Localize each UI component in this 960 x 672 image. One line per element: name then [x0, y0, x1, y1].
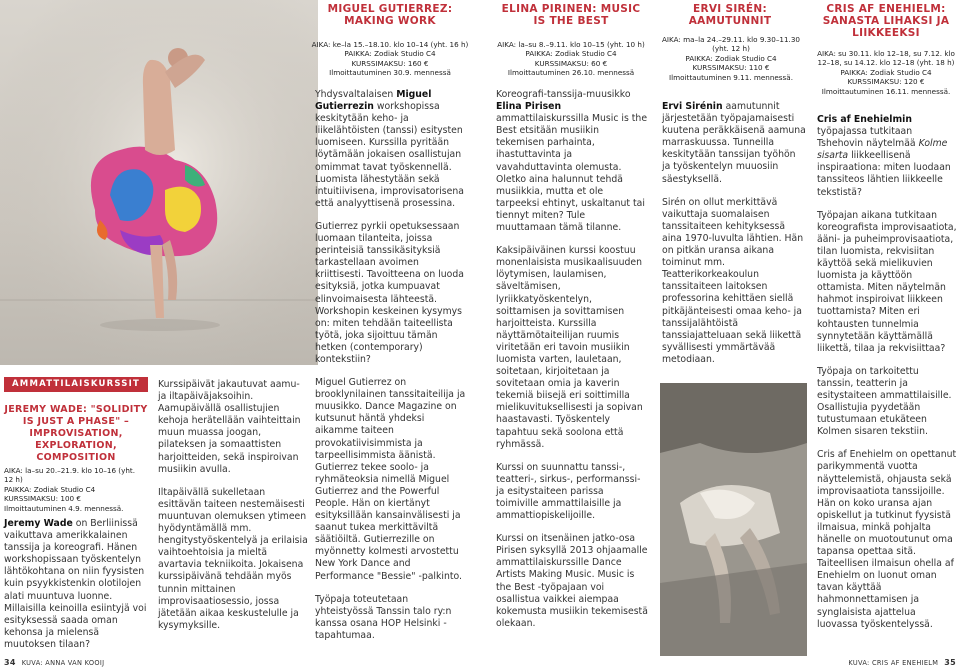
- meta-time: AIKA: la–su 8.–9.11. klo 10–15 (yht. 10 h): [497, 40, 645, 49]
- meta-fee: KURSSIMAKSU: 60 €: [534, 58, 608, 68]
- course-tag: AMMATTILAISKURSSIT: [4, 377, 148, 392]
- climber-figure: [660, 383, 807, 656]
- paragraph: Kurssipäivät jakautuvat aamu- ja iltapäiväjaksoihin. Aamupäivällä osallistujien kehoja herätellään vaihteittain muun muassa joogan, pilateksen ja somaattisten harjoitteiden, sekä inspiroivan musiikin avulla.: [158, 379, 301, 475]
- meta-time: AIKA: ke–la 15.–18.10. klo 10–14 (yht. 16 h): [311, 40, 469, 49]
- paragraph: Kurssi on itsenäinen jatko-osa Pirisen syksyllä 2013 ohjaamalle ammattilaiskurssille Dance Artists Making Music. Music is the Best -työpajaan voi osallistua vaikkei aiempaa kokemusta musiikin tekemisestä olekaan.: [496, 533, 648, 629]
- photo-credit: KUVA: CRIS AF ENEHIELM: [848, 659, 939, 667]
- wade-continued: [158, 379, 308, 643]
- paragraph: Kurssi on suunnattu tanssi-, teatteri-, sirkus-, performanssi- ja esitystaiteen parissa toimiville ammattilaisille ja ammattiopiskelijoille.: [496, 461, 641, 522]
- instructor-name: Jeremy Wade: [4, 518, 73, 529]
- photo-credit: KUVA: ANNA VAN KOOIJ: [21, 659, 105, 667]
- paragraph: Gutierrez pyrkii opetuksessaan luomaan tilanteita, joissa perinteisiä tanssikäsityksiä tarkastellaan avoimen kriittisesti. Tavoitteena on luoda esityksiä, jotka kumpuavat elinvoimaisesta lähteestä. Workshopin keskeinen kysymys on: miten tehdään taiteellista työtä, joka sijoittuu tämän hetken (contemporary) kontekstiin?: [315, 220, 464, 365]
- meta-time: AIKA: su 30.11. klo 12–18, su 7.12. klo 12–18, su 14.12. klo 12–18 (yht. 18 h): [817, 49, 955, 68]
- meta-registration: Ilmoittautuminen 26.10. mennessä: [507, 68, 635, 78]
- paragraph: Iltapäivällä sukelletaan esittävän taiteen nestemäisesti muuntuvan olemuksen ytimeen hyödyntämällä mm. hengitystyöskentelyä ja erilaisia vaihtoehtoisia ja mieltä avartavia tekniikoita. Jokaisena kurssipäivänä tehdään myös tunnin mittainen improvisaatiosessio, jossa jätetään aikaa keskustelulle ja kysymyksille.: [158, 486, 308, 631]
- page-number: 35: [944, 658, 956, 667]
- elina-meta: [492, 40, 650, 78]
- footer-right: [848, 658, 956, 667]
- play-title: Kolme sisarta: [817, 138, 948, 162]
- elina-title: ELINA PIRINEN: MUSIC IS THE BEST: [501, 3, 641, 27]
- ervi-title: ERVI SIRÉN: AAMUTUNNIT: [688, 3, 772, 27]
- meta-place: PAIKKA: Zodiak Studio C4: [840, 67, 932, 77]
- cris-meta: [814, 49, 958, 96]
- instructor-name: Ervi Sirénin: [662, 101, 723, 112]
- meta-place: PAIKKA: Zodiak Studio C4: [344, 49, 436, 59]
- wade-intro: [4, 518, 150, 662]
- paragraph: Sirén on ollut merkittävä vaikuttaja suomalaisen tanssitaiteen kehityksessä aina 1970-luvulta lähtien. Hän on pitkän uransa aikana toiminut mm. Teatterikorkeakoulun tanssitaiteen laitoksen professorina kehittäen siellä pitkäjänteisesti omaa keho- ja tanssijalähtöistä tanssiajatteluaan sekä liikettä syvällisesti ymmärtävää metodiaan.: [662, 196, 804, 365]
- paragraph: Työpaja on tarkoitettu tanssin, teatterin ja esitystaiteen ammattilaisille. Osallistujia pyydetään tutustumaan etukäteen Kolmen sisaren tekstiin.: [817, 365, 952, 438]
- cris-body: [817, 114, 958, 642]
- miguel-body: [315, 89, 467, 653]
- meta-registration: Ilmoittautuminen 9.11. mennessä.: [668, 72, 793, 82]
- cris-title: CRIS AF ENEHIELM: SANASTA LIHAKSI JA LIIKKEEKSI: [822, 3, 950, 39]
- meta-place: PAIKKA: Zodiak Studio C4: [4, 484, 96, 494]
- elina-body: [496, 89, 648, 641]
- instructor-name: Miguel Gutierrezin: [315, 89, 432, 113]
- meta-registration: Ilmoittautuminen 30.9. mennessä: [329, 68, 451, 78]
- wade-title: JEREMY WADE: "SOLIDITY IS JUST A PHASE" – IMPROVISATION, EXPLORATION, COMPOSITION: [4, 404, 148, 463]
- ervi-meta: [656, 35, 806, 82]
- meta-time: AIKA: ma–la 24.–29.11. klo 9.30–11.30 (yht. 12 h): [662, 35, 800, 54]
- meta-place: PAIKKA: Zodiak Studio C4: [525, 49, 617, 59]
- meta-fee: KURSSIMAKSU: 160 €: [351, 58, 429, 68]
- footer-left: [4, 658, 104, 667]
- meta-registration: Ilmoittautuminen 4.9. mennessä.: [4, 503, 124, 513]
- intro-text: Yhdysvaltalaisen: [315, 89, 397, 100]
- miguel-meta: [311, 40, 469, 78]
- miguel-title: MIGUEL GUTIERREZ: MAKING WORK: [327, 3, 453, 27]
- paragraph: Työpaja toteutetaan yhteistyössä Tanssin talo ry:n kanssa osana HOP Helsinki -tapahtumaa.: [315, 593, 452, 641]
- instructor-name: Cris af Enehielmin: [817, 114, 912, 125]
- meta-place: PAIKKA: Zodiak Studio C4: [685, 53, 777, 63]
- meta-fee: KURSSIMAKSU: 110 €: [692, 63, 770, 73]
- meta-registration: Ilmoittautuminen 16.11. mennessä.: [821, 86, 951, 96]
- intro-text: ammattilaiskurssilla Music is the Best etsitään musiikin tekemisen parhainta, ihastuttavinta ja vavahduttavinta olemusta. Oletko aina halunnut tehdä musiikkia, mutta et ole tarpeeksi ehtinyt, uskaltanut tai tiennyt miten? Tule muuttamaan tämä tilanne.: [496, 113, 648, 234]
- instructor-name: Elina Pirisen: [496, 101, 562, 113]
- paragraph: Miguel Gutierrez on brooklynilainen tanssitaiteilija ja muusikko. Dance Magazine on kutsunut häntä yhdeksi aikamme taiteen provokatiivisimmista ja tarpeellisimmista äänistä. Gutierrez tekee soolo- ja ryhmäteoksia nimellä Miguel Gutierrez and the Powerful People. Hän on kiertänyt esityksillään kansainvälisesti ja saanut tukea merkittäviltä säätiöiltä. Gutierrezille on myönnetty kolmesti arvostettu New York Dance and Performance "Bessie" -palkinto.: [315, 377, 466, 582]
- intro-text: on Berliinissä vaikuttava amerikkalainen tanssija ja koreografi. Hänen workshopissaan työskentelyn lähtökohtana on niin fyysisten kuin psyykkistenkin olotilojen alati muuntuva luonne. Millaisilla keinoilla esiintyjä voi esityksessä saada oman kehonsa ja mielensä muutoksen tilaan?: [4, 518, 147, 650]
- intro-text: aamutunnit järjestetään työpajamaisesti kuutena peräkkäisenä aamuna marraskuussa. Tunneilla keskitytään tanssijan työhön ja työskentelyn muuosiin säestyksellä.: [662, 101, 806, 185]
- intro-text: Koreografi-tanssija-muusikko: [496, 89, 631, 100]
- meta-fee: KURSSIMAKSU: 100 €: [4, 494, 81, 504]
- climbing-photo: [660, 383, 807, 656]
- meta-fee: KURSSIMAKSU: 120 €: [847, 77, 925, 87]
- wade-meta: [4, 466, 144, 513]
- dancer-figure: [0, 0, 318, 365]
- paragraph: Kaksipäiväinen kurssi koostuu monenlaisista musikaalisuuden löytymisen, laulamisen, säveltämisen, lyriikkatyöskentelyn, soittamisen ja sovittamisen harjoitteista. Kurssilla näyttämötaiteilijan ruumis viritetään eri tavoin musiikin luomista varten, lauletaan, soitetaan, kirjoitetaan ja sovitetaan omia ja kaverin tekemiä biisejä eri soittimilla mielikuvituksellisesti ja sopivan haastavasti. Työskentely tapahtuu sekä soolona että ryhmässä.: [496, 245, 643, 450]
- ervi-body: [662, 101, 806, 377]
- intro-text: työpajassa tutkitaan Tshehovin näytelmää: [817, 126, 919, 150]
- page-number: 34: [4, 658, 16, 667]
- dancer-photo: [0, 0, 318, 365]
- intro-text: liikkeellisenä inspiraationa: miten luodaan tanssiteos lähtien liikkeelle tekstistä?: [817, 150, 951, 198]
- paragraph: Cris af Enehielm on opettanut parikymmentä vuotta näyttelemistä, ohjausta sekä improvisaatiota tanssijoille. Hän on koko uransa ajan opiskellut ja tutkinut fyysistä ilmaisua, minkä pohjalta hänelle on muotoutunut oma tapansa opettaa sitä. Taiteellisen ilmaisun ohella af Enehielm on luonut oman tavan käyttää hahmonnettamisen ja synglaisista ajattelua luovassa työskentelyssä.: [817, 449, 957, 630]
- paragraph: Työpajan aikana tutkitaan koreografista improvisaatiota, ääni- ja puheimprovisaatiota, tilan luomista, rekvisiitan käyttöä sekä mielikuvien luomista ja käyttöön ottamista. Miten näytelmän hahmot inspiroivat liikkeen tuottamista? Miten eri kohtausten tunnelmia synnytetään käyttämällä liikettä, tilaa ja rekvisiittaa?: [817, 209, 957, 354]
- intro-text: workshopissa keskitytään keho- ja liikelähtöisten (tanssi) esitysten luomiseen. Kurssilla pyritään löytämään jokaisen osallistujan omimmat tavat työskennellä. Luomista lähestytään sekä intuitiivisena, improvisatorisena että analyyttisenä prosessina.: [315, 101, 464, 209]
- meta-time: AIKA: la–su 20.–21.9. klo 10–16 (yht. 12 h): [4, 466, 136, 485]
